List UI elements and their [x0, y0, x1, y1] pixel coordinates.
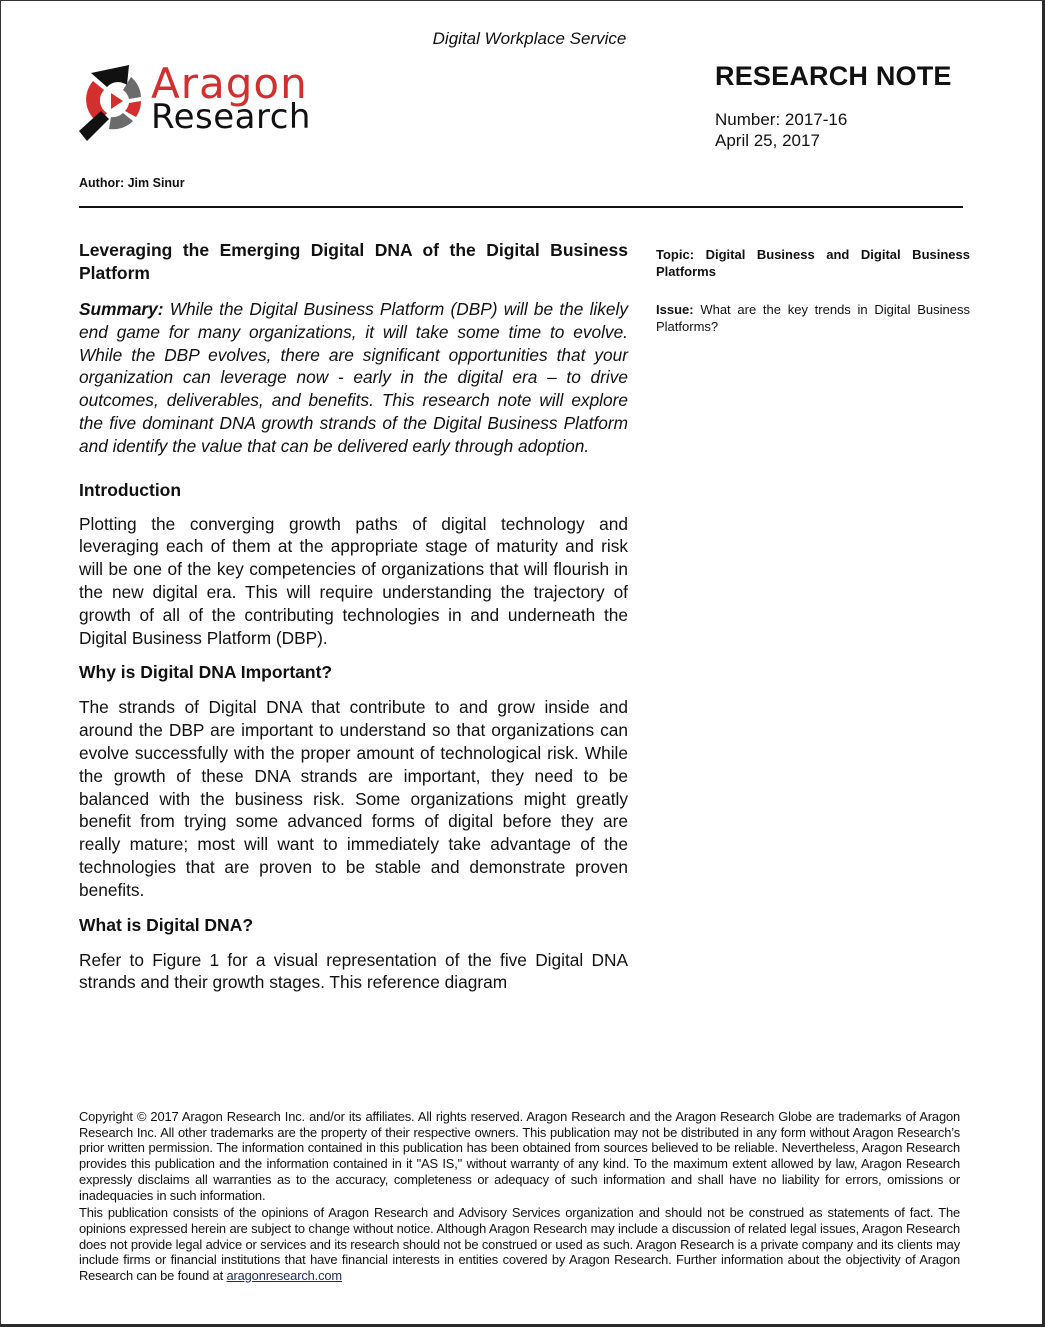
- summary-text: While the Digital Business Platform (DBP) will be the likely end game for many organizations, it will take some time to evolve. While the DBP evolves, there are significant opportunities that your organization can leverage now - early in the digital era – to drive outcomes, deliverables, and benefits. This research note will explore the five dominant DNA growth strands of the Digital Business Platform and identify the value that can be delivered early through adoption.: [79, 299, 628, 456]
- topic: [656, 246, 970, 280]
- document-date: April 25, 2017: [715, 131, 820, 150]
- aragon-globe-icon: [79, 63, 149, 143]
- aragon-website-link[interactable]: aragonresearch.com: [226, 1268, 342, 1284]
- opinion-notice: [79, 1205, 960, 1284]
- topic-value: Digital Business and Digital Business Platforms: [656, 247, 970, 279]
- main-column: [79, 239, 628, 994]
- section-text-introduction: Plotting the converging growth paths of digital technology and leveraging each of them at the appropriate stage of maturity and risk will be one of the key competencies of organizations that will flourish in the new digital era. This will require understanding the trajectory of growth of all of the contributing technologies in and underneath the Digital Business Platform (DBP).: [79, 513, 628, 648]
- issue: [656, 301, 970, 335]
- page-title: Leveraging the Emerging Digital DNA of the Digital Business Platform: [79, 240, 628, 283]
- legal-footer: [79, 1109, 960, 1284]
- section-text-why-dna: The strands of Digital DNA that contribute to and grow inside and around the DBP are important to understand so that organizations can evolve successfully with the proper amount of technological risk. While the growth of these DNA strands are important, they need to be balanced with the business risk. Some organizations might greatly benefit from trying some advanced forms of digital before they are really mature; most will want to immediately take advantage of the technologies that are proven to be stable and demonstrate proven benefits.: [79, 697, 628, 900]
- section-text-what-dna: Refer to Figure 1 for a visual representation of the five Digital DNA strands and their growth stages. This reference diagram: [79, 949, 628, 993]
- summary-label: Summary:: [79, 299, 164, 319]
- section-heading-why-dna: Why is Digital DNA Important?: [79, 662, 333, 683]
- header-divider: [79, 206, 963, 208]
- sidebar: [656, 246, 970, 335]
- author: Author: Jim Sinur: [79, 176, 185, 190]
- topic-label: Topic:: [656, 247, 695, 262]
- summary: [79, 298, 628, 458]
- issue-label: Issue:: [656, 302, 694, 317]
- aragon-logo: [79, 59, 339, 143]
- logo-word-aragon: Aragon: [151, 59, 308, 108]
- service-name: Digital Workplace Service: [432, 29, 627, 48]
- document-number: Number: 2017-16: [715, 110, 848, 129]
- opinion-text: This publication consists of the opinions of Aragon Research and Advisory Services organization and should not be construed as statements of fact. The opinions expressed herein are subject to change without notice. Although Aragon Research may include a discussion of related legal issues, Aragon Research does not provide legal advice or services and its research should not be construed or used as such. Aragon Research is a private company and its clients may include firms or financial institutions that have financial interests in entities covered by Aragon Research. Further information about the objectivity of Aragon Research can be found at: [79, 1205, 960, 1284]
- section-heading-what-dna: What is Digital DNA?: [79, 914, 254, 935]
- document-type: RESEARCH NOTE: [715, 61, 952, 91]
- document-meta: [715, 109, 847, 151]
- issue-value: What are the key trends in Digital Business Platforms?: [656, 302, 970, 334]
- copyright-notice: Copyright © 2017 Aragon Research Inc. and/or its affiliates. All rights reserved. Aragon Research and the Aragon Research Globe are trademarks of Aragon Research Inc. All other trademarks are the property of their respective owners. This publication may not be distributed in any form without Aragon Research’s prior written permission. The information contained in this publication has been obtained from sources believed to be reliable. Nevertheless, Aragon Research provides this publication and the information contained in it "AS IS," without warranty of any kind. To the maximum extent allowed by law, Aragon Research expressly disclaims all warranties as to the accuracy, completeness or adequacy of such information and shall have no liability for errors, omissions or inadequacies in such information.: [79, 1109, 960, 1203]
- logo-word-research: Research: [151, 97, 311, 137]
- section-heading-introduction: Introduction: [79, 479, 182, 500]
